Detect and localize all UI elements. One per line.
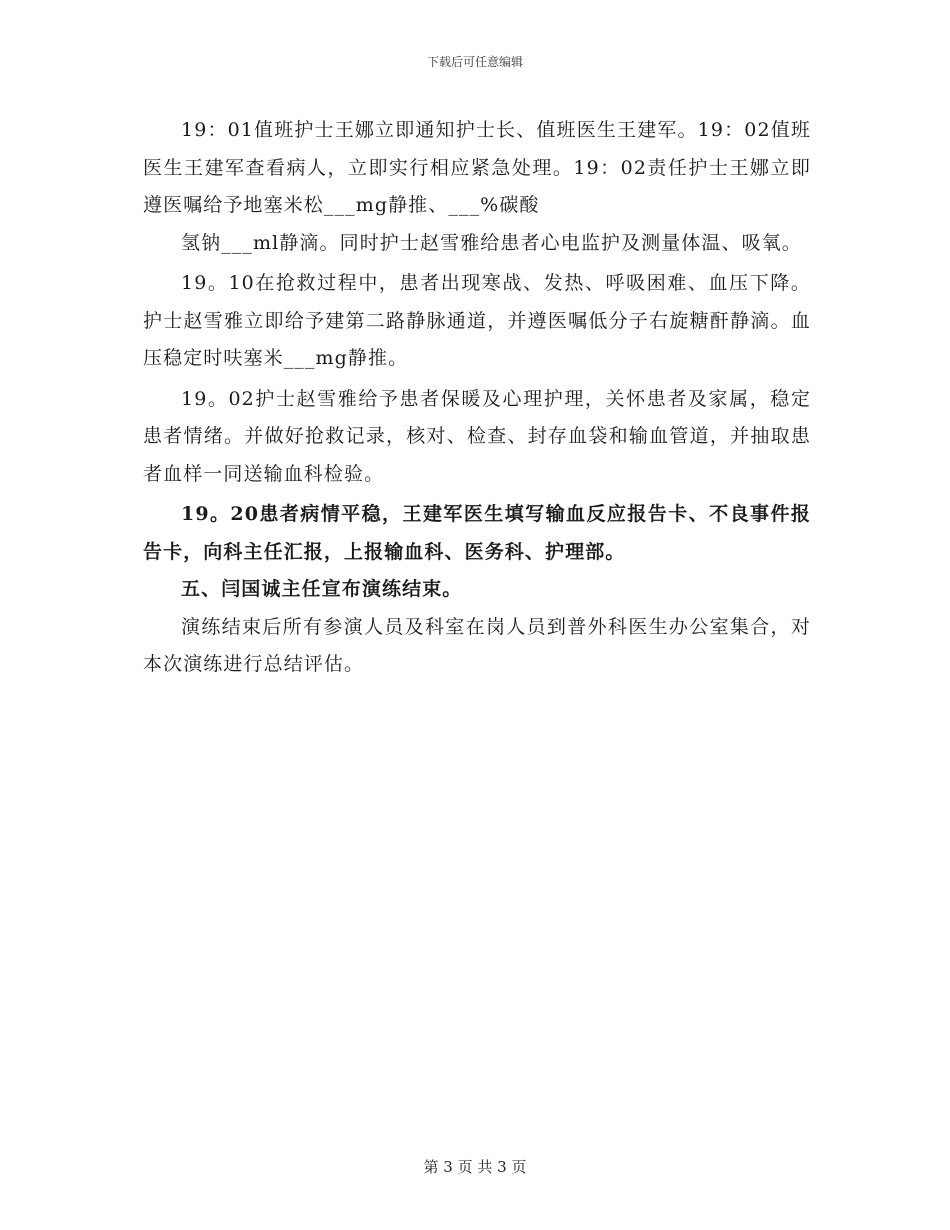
section-heading-drill-end: 五、闫国诚主任宣布演练结束。 bbox=[181, 578, 463, 600]
document-body bbox=[143, 112, 811, 684]
paragraph-rescue-process: 19。10在抢救过程中，患者出现寒战、发热、呼吸困难、血压下降。护士赵雪雅立即给予建第二路静脉通道，并遵医嘱低分子右旋糖酐静滴。血压稳定时呋塞米___mg静推。 bbox=[143, 272, 811, 369]
paragraph-sodium-bicarbonate: 氢钠___ml静滴。同时护士赵雪雅给患者心电监护及测量体温、吸氧。 bbox=[181, 231, 802, 254]
paragraph-patient-stable: 19。20患者病情平稳，王建军医生填写输血反应报告卡、不良事件报告卡，向科主任汇报，上报输血科、医务科、护理部。 bbox=[143, 503, 811, 563]
paragraph-nursing-care: 19。02护士赵雪雅给予患者保暖及心理护理，关怀患者及家属，稳定患者情绪。并做好抢救记录，核对、检查、封存血袋和输血管道，并抽取患者血样一同送输血科检验。 bbox=[143, 387, 811, 485]
paragraph-rescue-notification: 19：01值班护士王娜立即通知护士长、值班医生王建军。19：02值班医生王建军查看病人，立即实行相应紧急处理。19：02责任护士王娜立即遵医嘱给予地塞米松___mg静推、___%碳酸 bbox=[143, 119, 811, 216]
page-header: 下载后可任意编辑 bbox=[426, 55, 523, 69]
paragraph-drill-summary: 演练结束后所有参演人员及科室在岗人员到普外科医生办公室集合，对本次演练进行总结评估。 bbox=[143, 615, 811, 675]
page-number-footer: 第 3 页 共 3 页 bbox=[423, 1158, 527, 1176]
